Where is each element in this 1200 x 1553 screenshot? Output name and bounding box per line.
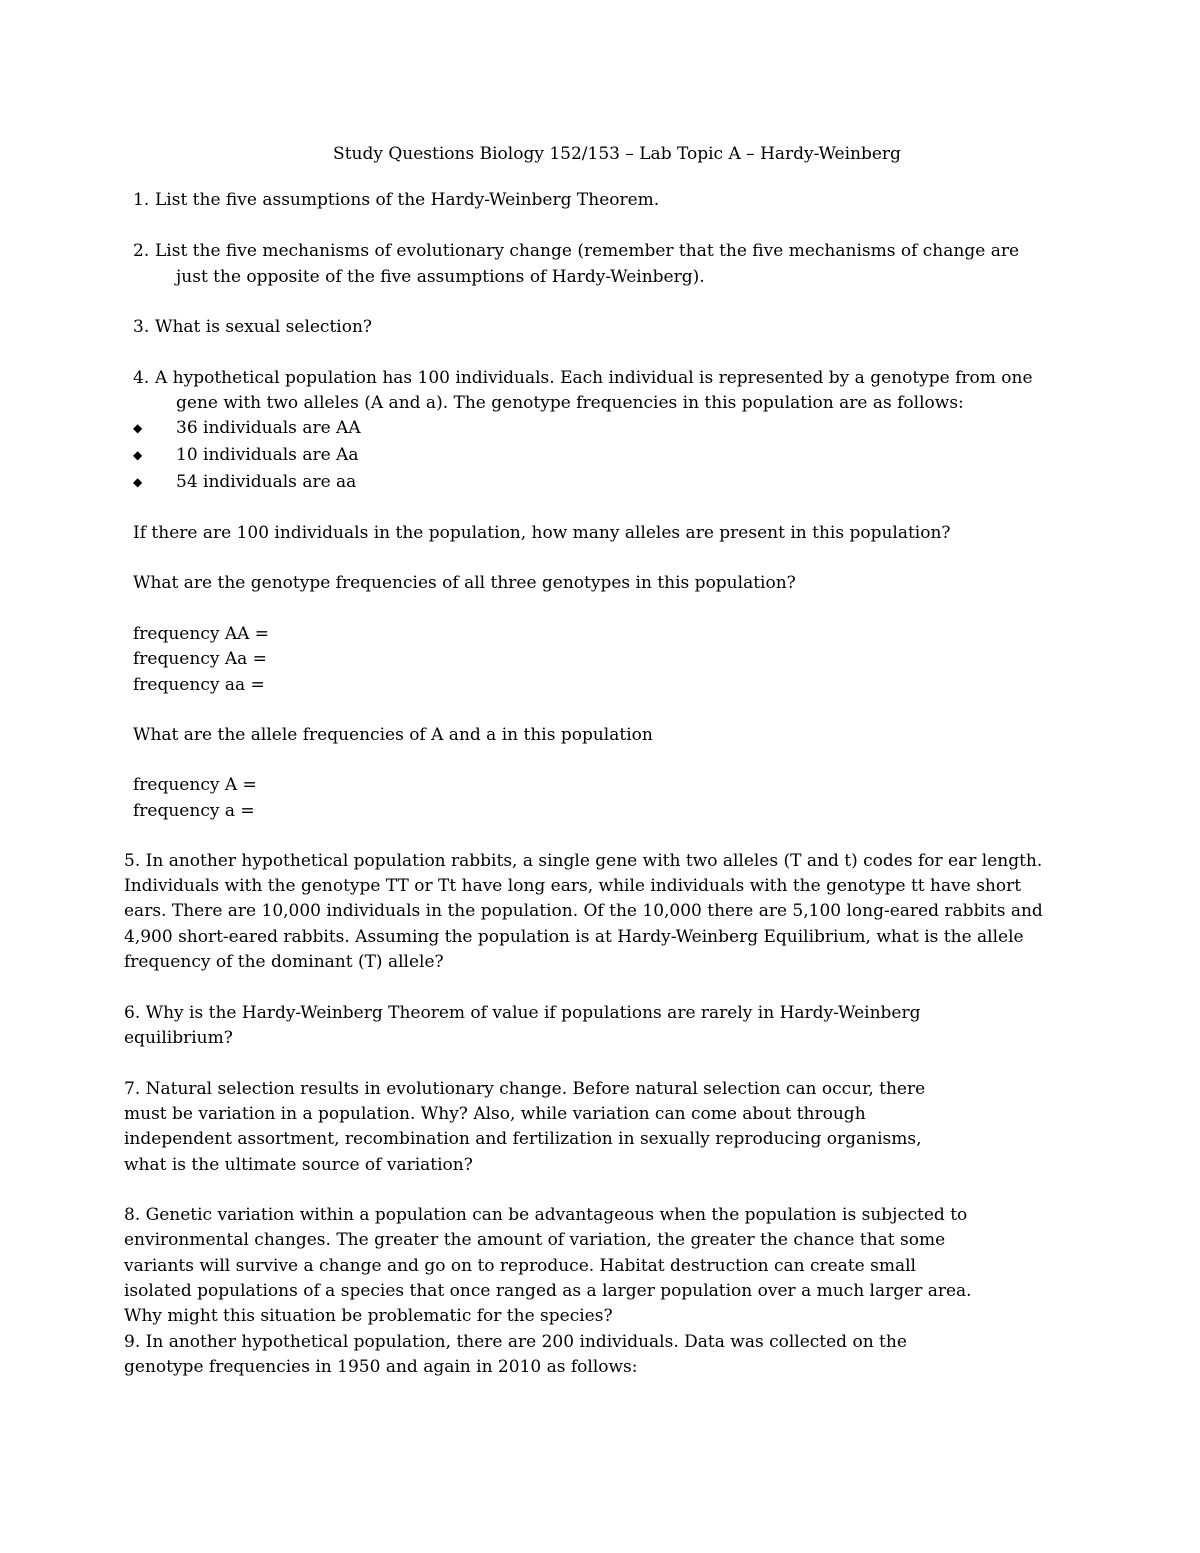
question-8-line: variants will survive a change and go on to reproduce. Habitat destruction can create small bbox=[124, 1256, 916, 1276]
question-4 bbox=[133, 367, 1033, 389]
question-6-line: 6. Why is the Hardy-Weinberg Theorem of value if populations are rarely in Hardy-Weinberg bbox=[124, 1003, 921, 1023]
question-2 bbox=[133, 240, 1019, 262]
genotype-frequency-aa-upper: frequency AA = bbox=[133, 624, 270, 644]
question-text: A hypothetical population has 100 individuals. Each individual is represented by a genotype from one bbox=[155, 368, 1033, 388]
allele-frequency-a-lower: frequency a = bbox=[133, 801, 255, 821]
question-8-line: environmental changes. The greater the amount of variation, the greater the chance that some bbox=[124, 1230, 946, 1250]
question-5-line: frequency of the dominant (T) allele? bbox=[124, 952, 444, 972]
question-5-line: Individuals with the genotype TT or Tt have long ears, while individuals with the genotype tt have short bbox=[124, 876, 1022, 896]
bullet-item: 36 individuals are AA bbox=[176, 418, 361, 438]
question-3 bbox=[133, 316, 372, 338]
question-number: 1. bbox=[133, 190, 150, 210]
question-8-line: isolated populations of a species that once ranged as a larger population over a much larger area. bbox=[124, 1281, 972, 1301]
question-8-line: 8. Genetic variation within a population can be advantageous when the population is subjected to bbox=[124, 1205, 968, 1225]
allele-frequency-a-upper: frequency A = bbox=[133, 775, 257, 795]
question-text: List the five mechanisms of evolutionary change (remember that the five mechanisms of change are bbox=[155, 241, 1020, 261]
alleles-question: If there are 100 individuals in the population, how many alleles are present in this population? bbox=[133, 523, 951, 543]
question-1 bbox=[133, 189, 659, 211]
question-9-line: 9. In another hypothetical population, there are 200 individuals. Data was collected on the bbox=[124, 1332, 907, 1352]
question-7-line: what is the ultimate source of variation? bbox=[124, 1155, 473, 1175]
bullet-icon: ◆ bbox=[133, 475, 143, 489]
question-6-line: equilibrium? bbox=[124, 1028, 233, 1048]
allele-question: What are the allele frequencies of A and a in this population bbox=[133, 725, 653, 745]
question-4-continuation: gene with two alleles (A and a). The genotype frequencies in this population are as follows: bbox=[176, 393, 964, 413]
genotype-frequency-aa-hetero: frequency Aa = bbox=[133, 649, 267, 669]
question-number: 3. bbox=[133, 317, 150, 337]
page-title: Study Questions Biology 152/153 – Lab Topic A – Hardy-Weinberg bbox=[333, 144, 901, 164]
genotype-question: What are the genotype frequencies of all three genotypes in this population? bbox=[133, 573, 796, 593]
question-7-line: 7. Natural selection results in evolutionary change. Before natural selection can occur, there bbox=[124, 1079, 926, 1099]
question-5-line: 4,900 short-eared rabbits. Assuming the population is at Hardy-Weinberg Equilibrium, what is the allele bbox=[124, 927, 1024, 947]
bullet-item: 10 individuals are Aa bbox=[176, 445, 359, 465]
bullet-icon: ◆ bbox=[133, 448, 143, 462]
question-9-line: genotype frequencies in 1950 and again in 2010 as follows: bbox=[124, 1357, 638, 1377]
question-text: List the five assumptions of the Hardy-Weinberg Theorem. bbox=[155, 190, 660, 210]
genotype-frequency-aa-lower: frequency aa = bbox=[133, 675, 265, 695]
question-5-line: ears. There are 10,000 individuals in the population. Of the 10,000 there are 5,100 long-eared rabbits and bbox=[124, 901, 1043, 921]
question-number: 4. bbox=[133, 368, 150, 388]
bullet-icon: ◆ bbox=[133, 421, 143, 435]
question-text: What is sexual selection? bbox=[155, 317, 373, 337]
question-7-line: independent assortment, recombination and fertilization in sexually reproducing organisms, bbox=[124, 1129, 922, 1149]
question-7-line: must be variation in a population. Why? Also, while variation can come about through bbox=[124, 1104, 866, 1124]
question-number: 2. bbox=[133, 241, 150, 261]
question-2-continuation: just the opposite of the five assumptions of Hardy-Weinberg). bbox=[176, 267, 705, 287]
question-5-line: 5. In another hypothetical population rabbits, a single gene with two alleles (T and t) codes for ear length. bbox=[124, 851, 1043, 871]
question-8-line: Why might this situation be problematic for the species? bbox=[124, 1306, 613, 1326]
bullet-item: 54 individuals are aa bbox=[176, 472, 357, 492]
